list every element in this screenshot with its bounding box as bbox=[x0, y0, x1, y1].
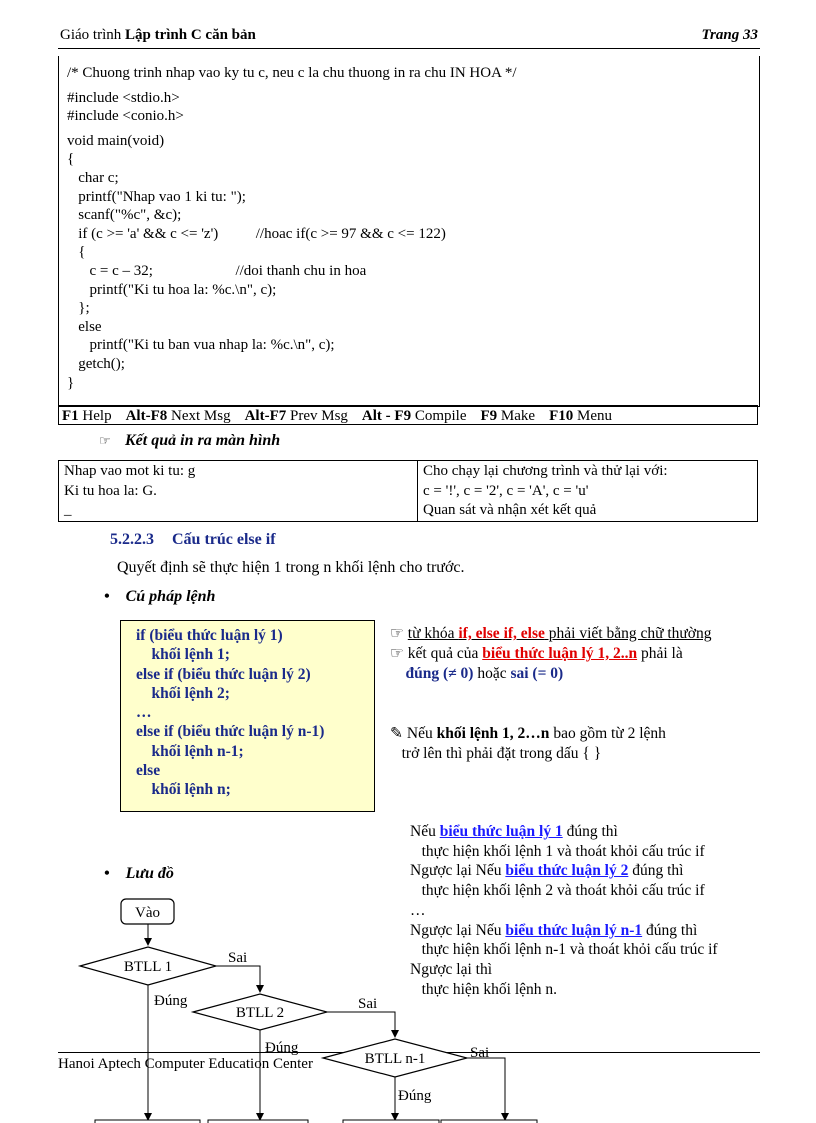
code-line: #include <conio.h> bbox=[67, 108, 184, 125]
flow-explanation: Nếu biểu thức luận lý 1 đúng thì thực hiện khối lệnh 1 và thoát khỏi cấu trúc if Ngược lại Nếu biểu thức luận lý 2 đúng thì thực hiện khối lệnh 2 và thoát khỏi cấu trúc if … Ngược lại Nếu biểu thức luận lý n-1 đúng thì thực hiện khối lệnh n-1 và thoát khỏi cấu trúc if Ngược lại thì thực hiện khối lệnh n. bbox=[410, 823, 718, 998]
start-label: Vào bbox=[135, 905, 160, 921]
decision-1-label: BTLL 1 bbox=[123, 959, 173, 975]
yes-label: Đúng bbox=[398, 1088, 432, 1104]
decision-3-label: BTLL n-1 bbox=[364, 1051, 426, 1067]
note-line: Cho chạy lại chương trình và thử lại với: bbox=[423, 463, 668, 479]
pointing-hand-icon: ☞ bbox=[390, 625, 408, 642]
code-line: } bbox=[67, 374, 75, 391]
code-line: { bbox=[67, 244, 86, 261]
syntax-line: if (biểu thức luận lý 1) bbox=[136, 627, 283, 644]
code-line: else bbox=[67, 318, 102, 335]
flow-arrow bbox=[216, 966, 260, 992]
syntax-line: khối lệnh 2; bbox=[136, 684, 230, 702]
header-title: Lập trình C căn bản bbox=[125, 27, 256, 43]
code-line: if (c >= 'a' && c <= 'z') //hoac if(c >= 97 && c <= 122) bbox=[67, 225, 446, 242]
page-number: Trang 33 bbox=[701, 27, 758, 43]
no-label: Sai bbox=[470, 1045, 490, 1061]
code-line: /* Chuong trinh nhap vao ky tu c, neu c la chu thuong in ra chu IN HOA */ bbox=[67, 65, 517, 81]
output-line: Nhap vao mot ki tu: g bbox=[64, 463, 196, 479]
code-line: getch(); bbox=[67, 355, 125, 372]
no-label: Sai bbox=[358, 996, 378, 1012]
output-line: _ bbox=[64, 502, 72, 518]
header-course: Giáo trình Lập trình C căn bản bbox=[60, 27, 256, 43]
code-line: printf("Nhap vao 1 ki tu: "); bbox=[67, 188, 246, 205]
function-key: F1 Help bbox=[62, 408, 112, 424]
footer-text: Hanoi Aptech Computer Education Center bbox=[58, 1056, 313, 1072]
code-line: { bbox=[67, 151, 75, 168]
function-key: Alt-F8 Next Msg bbox=[125, 408, 231, 424]
flow-arrow bbox=[327, 1012, 395, 1037]
code-line: scanf("%c", &c); bbox=[67, 207, 182, 224]
function-key: Alt - F9 Compile bbox=[361, 408, 467, 424]
block-note: ✎ Nếu khối lệnh 1, 2…n bao gồm từ 2 lệnh trở lên thì phải đặt trong dấu { } bbox=[390, 725, 666, 762]
note-line: c = '!', c = '2', c = 'A', c = 'u' bbox=[423, 482, 589, 499]
output-line: Ki tu hoa la: G. bbox=[64, 482, 157, 499]
function-key: F10 Menu bbox=[549, 408, 612, 424]
code-line: c = c – 32; //doi thanh chu in hoa bbox=[67, 262, 367, 279]
yes-label: Đúng bbox=[265, 1040, 299, 1056]
note-line: Quan sát và nhận xét kết quả bbox=[423, 502, 597, 518]
syntax-line: else bbox=[136, 762, 161, 780]
code-line: void main(void) bbox=[67, 132, 165, 149]
pencil-icon: ✎ bbox=[390, 725, 407, 742]
code-line: #include <stdio.h> bbox=[67, 89, 180, 106]
yes-label: Đúng bbox=[154, 993, 188, 1009]
flow-arrow bbox=[467, 1058, 505, 1120]
code-line: printf("Ki tu hoa la: %c.\n", c); bbox=[67, 281, 277, 298]
function-key: F9 Make bbox=[480, 408, 536, 424]
code-line: char c; bbox=[67, 169, 119, 186]
pointing-hand-icon: ☞ bbox=[99, 433, 111, 448]
code-line: printf("Ki tu ban vua nhap la: %c.\n", c); bbox=[67, 337, 335, 354]
flowchart-heading: • Lưu đồ bbox=[104, 865, 174, 882]
syntax-notes: ☞ từ khóa if, else if, else phải viết bằng chữ thường ☞ kết quả của biểu thức luận lý 1, 2..n phải là đúng (≠ 0) hoặc sai (= 0) bbox=[390, 625, 712, 682]
code-line: }; bbox=[67, 300, 90, 317]
syntax-line: khối lệnh n; bbox=[136, 781, 231, 799]
pointing-hand-icon: ☞ bbox=[390, 645, 408, 662]
syntax-line: else if (biểu thức luận lý 2) bbox=[136, 665, 311, 683]
syntax-line: khối lệnh 1; bbox=[136, 646, 230, 664]
syntax-heading: • Cú pháp lệnh bbox=[104, 588, 216, 605]
result-title: Kết quả in ra màn hình bbox=[125, 432, 281, 449]
decision-2-label: BTLL 2 bbox=[235, 1005, 285, 1021]
function-key: Alt-F7 Prev Msg bbox=[244, 408, 348, 424]
syntax-line: khối lệnh n-1; bbox=[136, 742, 244, 760]
section-heading: 5.2.2.3 Cấu trúc else if bbox=[110, 531, 276, 548]
syntax-line: … bbox=[136, 704, 152, 722]
section-description: Quyết định sẽ thực hiện 1 trong n khối lệnh cho trước. bbox=[117, 559, 465, 576]
syntax-line: else if (biểu thức luận lý n-1) bbox=[136, 723, 325, 741]
no-label: Sai bbox=[228, 950, 248, 966]
